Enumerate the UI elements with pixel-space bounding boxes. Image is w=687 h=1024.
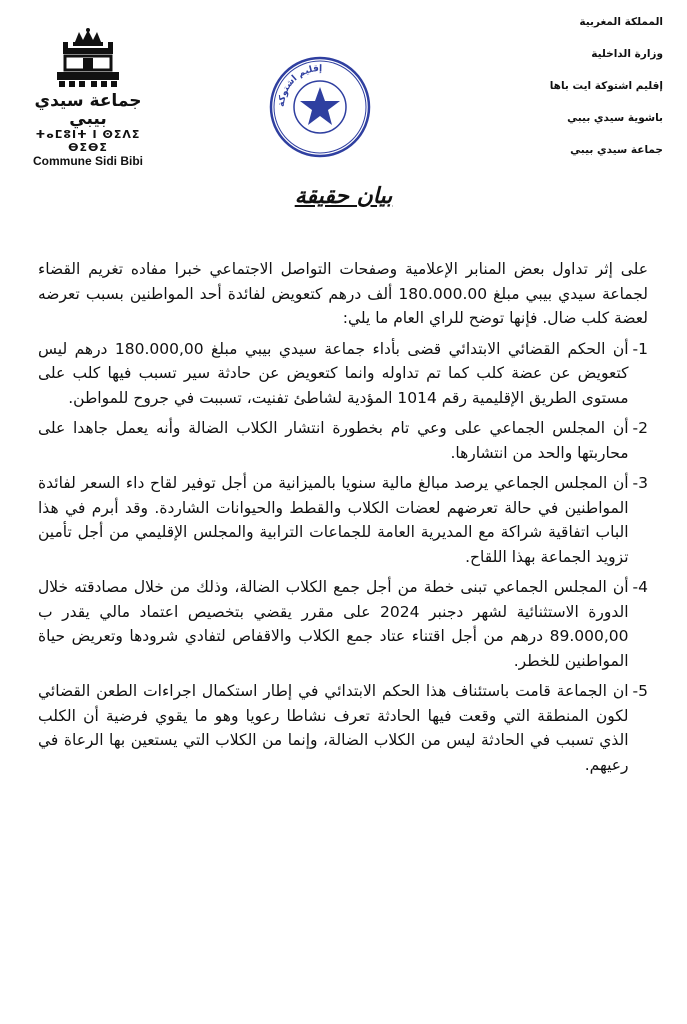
stamp-ring-text: إقليم اشتوكة	[276, 63, 323, 108]
logo-arabic-name: جماعة سيدي بيبي	[34, 91, 142, 129]
item-number: 1-	[632, 339, 648, 358]
intro-paragraph: على إثر تداول بعض المنابر الإعلامية وصفحات التواصل الاجتماعي خبرا مفاده تغريم القضاء لجماعة سيدي بيبي مبلغ 180.000.00 ألف درهم كتعويض لفائدة أحد المواطنين بسبب تعرضه لعضة كلب ضال. فإنها توضح للراي العام ما يلي:	[38, 260, 648, 327]
item-number: 2-	[632, 419, 648, 437]
document-body	[38, 257, 648, 783]
commune-logo	[18, 28, 158, 168]
list-item	[38, 416, 648, 465]
header-line-commune: جماعة سيدي بيبي	[570, 144, 663, 156]
item-text: أن المجلس الجماعي يرصد مبالغ مالية سنويا بالميزانية من أجل توفير لقاح داء السعر لفائدة المواطنين في حالة تعرضهم لعضات الكلاب والقطط والحيوانات الشاردة. وقد أبرم في هذا الباب اتفاقية شراكة مع المديرية العامة للجماعات الترابية والمجلس الإقليمي من أجل تأمين تزويد الجماعة بهذا اللقاح.	[38, 474, 629, 566]
list-item	[38, 337, 648, 411]
item-number: 4-	[632, 578, 648, 596]
stamp-seal-icon	[268, 55, 372, 159]
official-stamp	[268, 55, 372, 163]
list-item	[38, 575, 648, 673]
header-line-province: إقليم اشتوكة ايت باها	[549, 80, 663, 92]
header-block	[503, 16, 663, 176]
item-text: أن الحكم القضائي الابتدائي قضى بأداء جماعة سيدي بيبي مبلغ 180.000,00 درهم ليس كتعويض عن عضة كلب كما تم تداوله وانما كتعويض عن حادثة سير تسبب فيها كلب على مستوى الطريق الإقليمية رقم 1014 المؤدية لشاطئ تفنيت، تسببت في جروح للمواطن.	[38, 339, 629, 407]
header-line-kingdom: المملكة المغربية	[579, 16, 663, 28]
header-line-pashalik: باشوية سيدي بيبي	[567, 112, 663, 124]
item-number: 3-	[632, 474, 648, 492]
header-line-ministry: وزارة الداخلية	[591, 48, 663, 60]
list-item	[38, 471, 648, 569]
logo-tifinagh-name: ⵜⴰⵎⵓⵏⵜ ⵏ ⵙⵉⴷⵉ ⴱⵉⴱⵉ	[35, 128, 141, 154]
commune-emblem-icon	[53, 28, 123, 90]
item-text: أن المجلس الجماعي تبنى خطة من أجل جمع الكلاب الضالة، وذلك من خلال مصادقته خلال الدورة الاستثنائية لشهر دجنبر 2024 على مقرر يقضي بتخصيص اعتماد مالي يقدر ب 89.000,00 درهم من أجل اقتناء عتاد جمع الكلاب والاقفاص لتفادي شرودها وتعريض حياة المواطنين للخطر.	[38, 578, 629, 670]
item-text: ان الجماعة قامت باستئناف هذا الحكم الابتدائي في إطار استكمال اجراءات الطعن القضائي لكون المنطقة التي وقعت فيها الحادثة تعرف نشاطا رعويا وهو ما يقوي فرضية أن الكلب الذي تسبب في الحادثة ليس من الكلاب الضالة، وإنما من الكلاب التي يستعين بها الرعاة في رعيهم.	[38, 682, 629, 774]
logo-french-name: Commune Sidi Bibi	[32, 154, 143, 168]
document-title: بيان حقيقة	[294, 184, 393, 209]
list-item	[38, 679, 648, 777]
item-number: 5-	[632, 682, 648, 700]
item-text: أن المجلس الجماعي على وعي تام بخطورة انتشار الكلاب الضالة وأنه يعمل جاهدا على محاربتها والحد من انتشارها.	[38, 419, 629, 462]
